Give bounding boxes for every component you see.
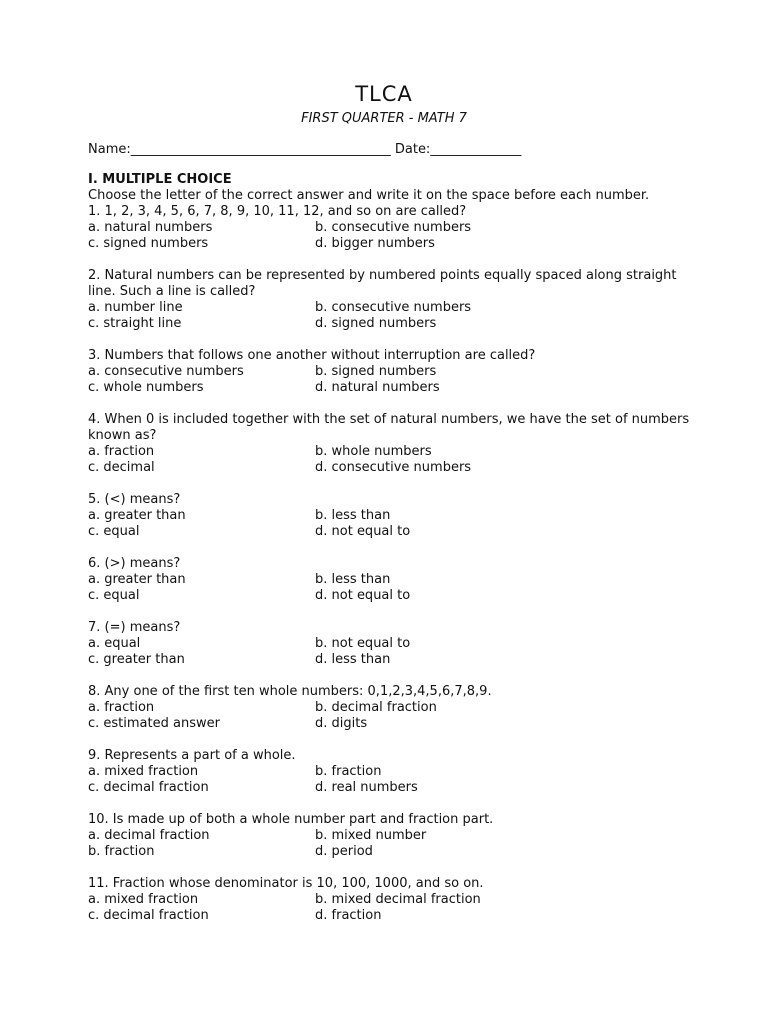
question-text: 3. Numbers that follows one another without interruption are called? xyxy=(88,348,536,363)
question-item xyxy=(88,556,708,604)
question-text: 9. Represents a part of a whole. xyxy=(88,748,296,763)
name-date-line: Name:________________________________________ Date:______________ xyxy=(88,142,522,157)
answer-choice: a. greater than xyxy=(88,508,186,523)
answer-choice: a. fraction xyxy=(88,444,155,459)
question-item xyxy=(88,492,708,540)
question-text: 10. Is made up of both a whole number part and fraction part. xyxy=(88,812,494,827)
answer-choices xyxy=(88,364,708,396)
question-text: 2. Natural numbers can be represented by numbered points equally spaced along straight line. Such a line is called? xyxy=(88,268,677,299)
answer-choice: b. consecutive numbers xyxy=(315,220,472,235)
question-item xyxy=(88,876,708,924)
question-text: 4. When 0 is included together with the set of natural numbers, we have the set of numbers known as? xyxy=(88,412,690,443)
question-text: 1. 1, 2, 3, 4, 5, 6, 7, 8, 9, 10, 11, 12, and so on are called? xyxy=(88,204,467,219)
answer-choice: d. digits xyxy=(315,716,368,731)
section-instructions: Choose the letter of the correct answer and write it on the space before each number. xyxy=(88,188,650,203)
answer-choice: d. period xyxy=(315,844,373,859)
answer-choice: d. less than xyxy=(315,652,391,667)
answer-choice: d. natural numbers xyxy=(315,380,440,395)
answer-choice: d. real numbers xyxy=(315,780,418,795)
answer-choice: b. whole numbers xyxy=(315,444,432,459)
answer-choice: b. not equal to xyxy=(315,636,411,651)
answer-choice: c. decimal xyxy=(88,460,155,475)
answer-choices xyxy=(88,572,708,604)
answer-choice: b. fraction xyxy=(88,844,155,859)
answer-choice: c. estimated answer xyxy=(88,716,220,731)
answer-choices xyxy=(88,636,708,668)
question-item xyxy=(88,620,708,668)
answer-choice: a. consecutive numbers xyxy=(88,364,244,379)
answer-choice: b. mixed number xyxy=(315,828,427,843)
answer-choice: d. consecutive numbers xyxy=(315,460,472,475)
answer-choice: b. mixed decimal fraction xyxy=(315,892,481,907)
answer-choice: c. signed numbers xyxy=(88,236,209,251)
section-heading: I. MULTIPLE CHOICE xyxy=(88,172,232,187)
question-item xyxy=(88,812,708,860)
question-item xyxy=(88,748,708,796)
answer-choices xyxy=(88,892,708,924)
answer-choices xyxy=(88,764,708,796)
answer-choice: b. signed numbers xyxy=(315,364,437,379)
answer-choice: c. whole numbers xyxy=(88,380,204,395)
answer-choice: d. fraction xyxy=(315,908,382,923)
answer-choices xyxy=(88,508,708,540)
answer-choice: d. not equal to xyxy=(315,524,411,539)
question-item xyxy=(88,204,708,252)
page-subtitle: FIRST QUARTER - MATH 7 xyxy=(301,111,467,126)
question-item xyxy=(88,348,708,396)
answer-choice: a. number line xyxy=(88,300,183,315)
question-text: 7. (=) means? xyxy=(88,620,181,635)
question-item xyxy=(88,268,708,332)
answer-choice: c. straight line xyxy=(88,316,182,331)
answer-choices xyxy=(88,444,708,476)
question-text: 8. Any one of the first ten whole numbers: 0,1,2,3,4,5,6,7,8,9. xyxy=(88,684,492,699)
answer-choice: c. equal xyxy=(88,588,140,603)
question-item xyxy=(88,412,708,476)
answer-choice: a. mixed fraction xyxy=(88,764,199,779)
answer-choices xyxy=(88,300,708,332)
question-text: 11. Fraction whose denominator is 10, 100, 1000, and so on. xyxy=(88,876,484,891)
answer-choice: c. equal xyxy=(88,524,140,539)
answer-choice: a. decimal fraction xyxy=(88,828,210,843)
answer-choice: a. fraction xyxy=(88,700,155,715)
question-list xyxy=(88,204,708,940)
answer-choice: a. equal xyxy=(88,636,141,651)
answer-choice: c. decimal fraction xyxy=(88,780,209,795)
answer-choice: b. less than xyxy=(315,508,391,523)
answer-choice: b. fraction xyxy=(315,764,382,779)
answer-choice: a. mixed fraction xyxy=(88,892,199,907)
answer-choice: c. greater than xyxy=(88,652,185,667)
answer-choice: d. bigger numbers xyxy=(315,236,435,251)
question-text: 6. (>) means? xyxy=(88,556,181,571)
answer-choice: b. less than xyxy=(315,572,391,587)
answer-choices xyxy=(88,828,708,860)
answer-choice: a. natural numbers xyxy=(88,220,213,235)
answer-choice: d. signed numbers xyxy=(315,316,437,331)
answer-choice: c. decimal fraction xyxy=(88,908,209,923)
question-item xyxy=(88,684,708,732)
answer-choice: a. greater than xyxy=(88,572,186,587)
answer-choice: b. consecutive numbers xyxy=(315,300,472,315)
answer-choice: b. decimal fraction xyxy=(315,700,437,715)
answer-choice: d. not equal to xyxy=(315,588,411,603)
answer-choices xyxy=(88,220,708,252)
question-text: 5. (<) means? xyxy=(88,492,181,507)
page-title: TLCA xyxy=(355,82,413,106)
answer-choices xyxy=(88,700,708,732)
